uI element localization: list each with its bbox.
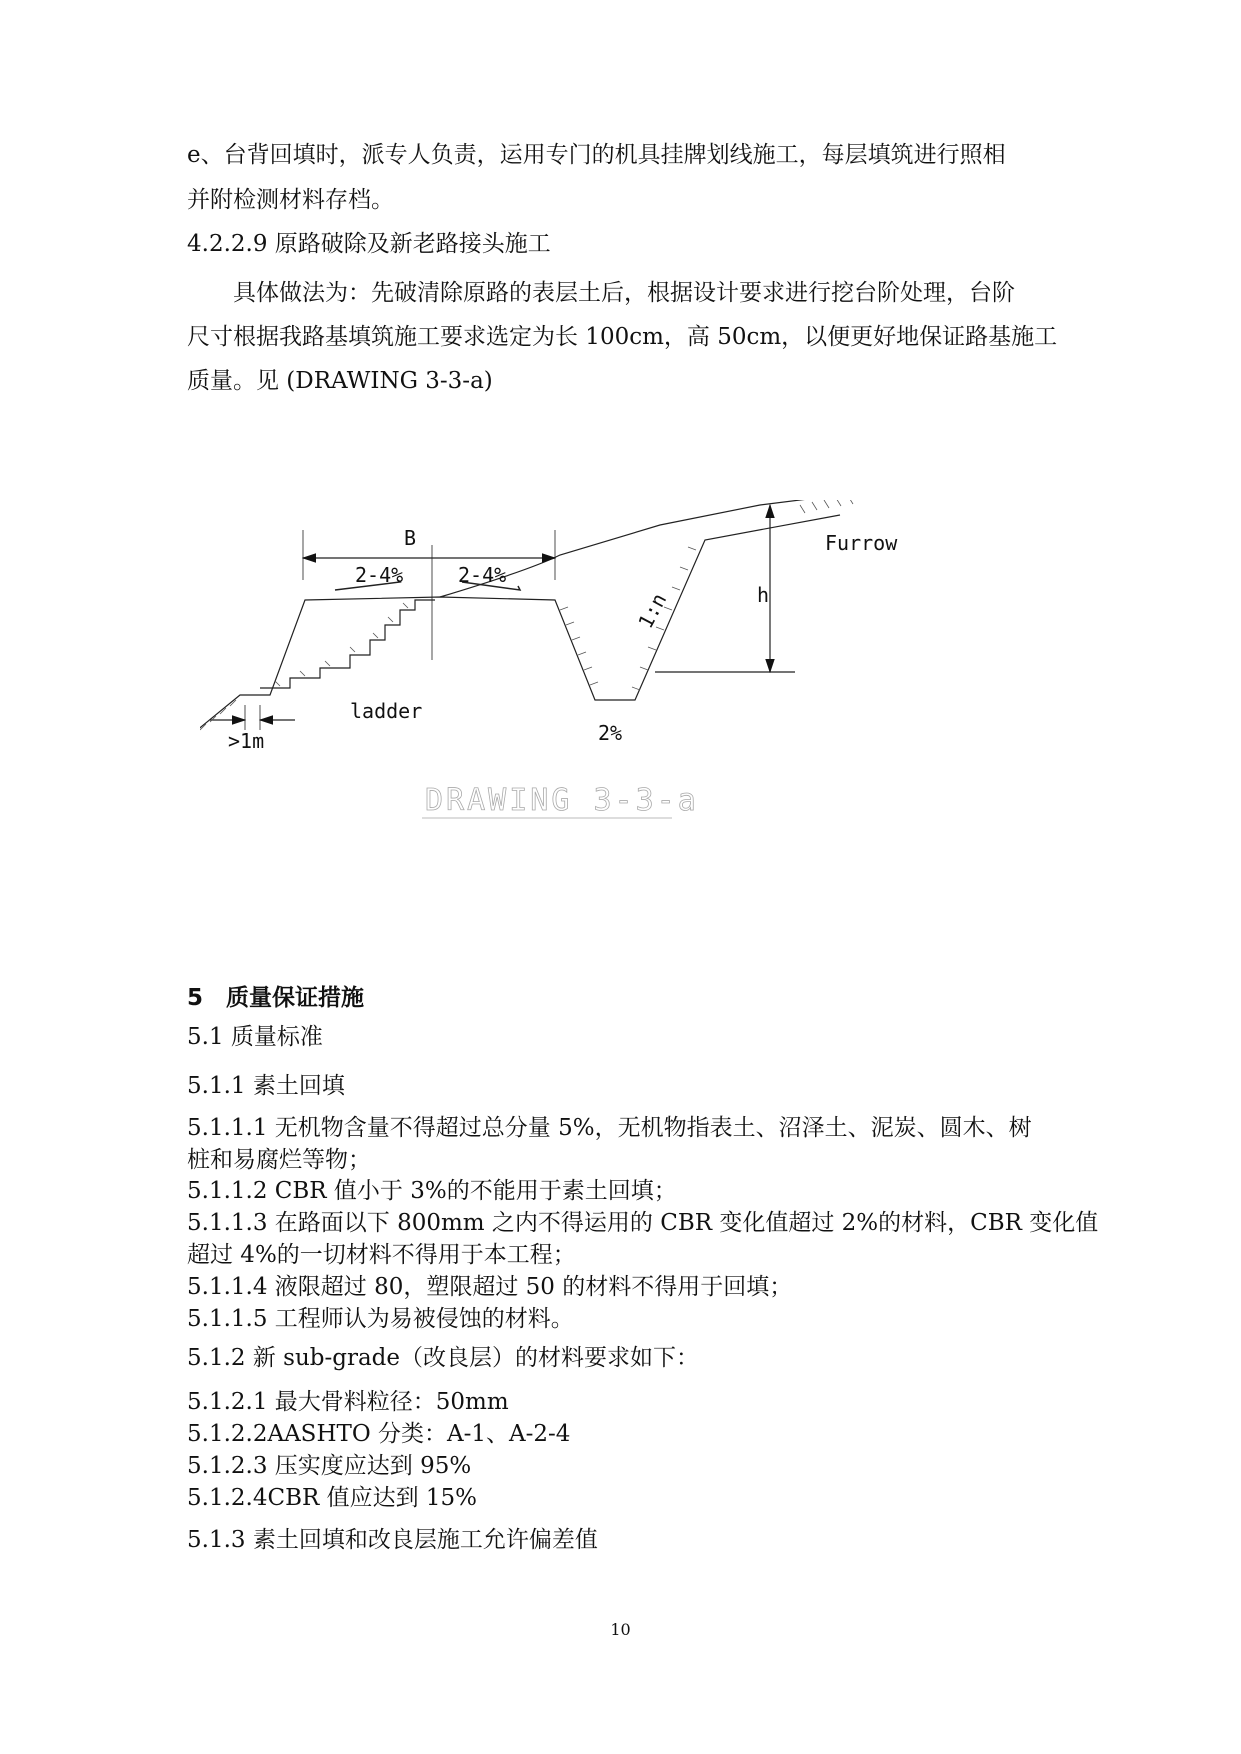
- section-title: 5 质量保证措施: [187, 985, 365, 1011]
- list-item: 5.1.2.3 压实度应达到 95%: [187, 1453, 472, 1479]
- list-item: 桩和易腐烂等物；: [187, 1147, 371, 1173]
- list-item: 5.1.2.4CBR 值应达到 15%: [187, 1485, 478, 1511]
- label-gradient: 1:n: [633, 589, 672, 633]
- label-2pct: 2%: [598, 721, 623, 745]
- list-item: 5.1.2.2AASHTO 分类：A-1、A-2-4: [187, 1421, 571, 1447]
- paragraph-line: e、台背回填时，派专人负责，运用专门的机具挂牌划线施工，每层填筑进行照相: [187, 142, 1006, 168]
- subsection-heading: 5.1 质量标准: [187, 1024, 323, 1050]
- ground-line: [200, 515, 840, 740]
- paragraph-line: 并附检测材料存档。: [187, 187, 394, 213]
- subsection-heading: 5.1.3 素土回填和改良层施工允许偏差值: [187, 1527, 598, 1553]
- roadbed-step-drawing: [200, 500, 1000, 940]
- step-ladder: [260, 600, 435, 688]
- list-item: 5.1.1.1 无机物含量不得超过总分量 5%，无机物指表土、沼泽土、泥炭、圆木、树: [187, 1115, 1032, 1141]
- drawing-caption: DRAWING 3-3-a: [425, 783, 699, 818]
- label-1m: >1m: [228, 729, 265, 753]
- label-slope-right: 2-4%: [458, 563, 507, 587]
- page-number: 10: [610, 1620, 631, 1639]
- paragraph-line: 质量。见 (DRAWING 3-3-a): [187, 368, 493, 394]
- list-item: 超过 4%的一切材料不得用于本工程；: [187, 1242, 576, 1268]
- label-B: B: [404, 526, 417, 550]
- section-heading: 4.2.2.9 原路破除及新老路接头施工: [187, 231, 551, 257]
- label-slope-left: 2-4%: [355, 563, 404, 587]
- subsection-heading: 5.1.1 素土回填: [187, 1073, 345, 1099]
- list-item: 5.1.2.1 最大骨料粒径：50mm: [187, 1389, 509, 1415]
- paragraph-line: 具体做法为：先破清除原路的表层土后，根据设计要求进行挖台阶处理，台阶: [187, 280, 1015, 306]
- list-item: 5.1.1.5 工程师认为易被侵蚀的材料。: [187, 1306, 574, 1332]
- label-ladder: ladder: [350, 699, 423, 723]
- subsection-heading: 5.1.2 新 sub-grade（改良层）的材料要求如下：: [187, 1345, 700, 1371]
- paragraph-line: 尺寸根据我路基填筑施工要求选定为长 100cm，高 50cm，以便更好地保证路基施工: [187, 324, 1058, 350]
- label-h: h: [757, 583, 770, 607]
- list-item: 5.1.1.2 CBR 值小于 3%的不能用于素土回填；: [187, 1178, 677, 1204]
- label-furrow: Furrow: [825, 531, 898, 555]
- list-item: 5.1.1.3 在路面以下 800mm 之内不得运用的 CBR 变化值超过 2%的材料，CBR 变化值: [187, 1210, 1099, 1236]
- list-item: 5.1.1.4 液限超过 80，塑限超过 50 的材料不得用于回填；: [187, 1274, 793, 1300]
